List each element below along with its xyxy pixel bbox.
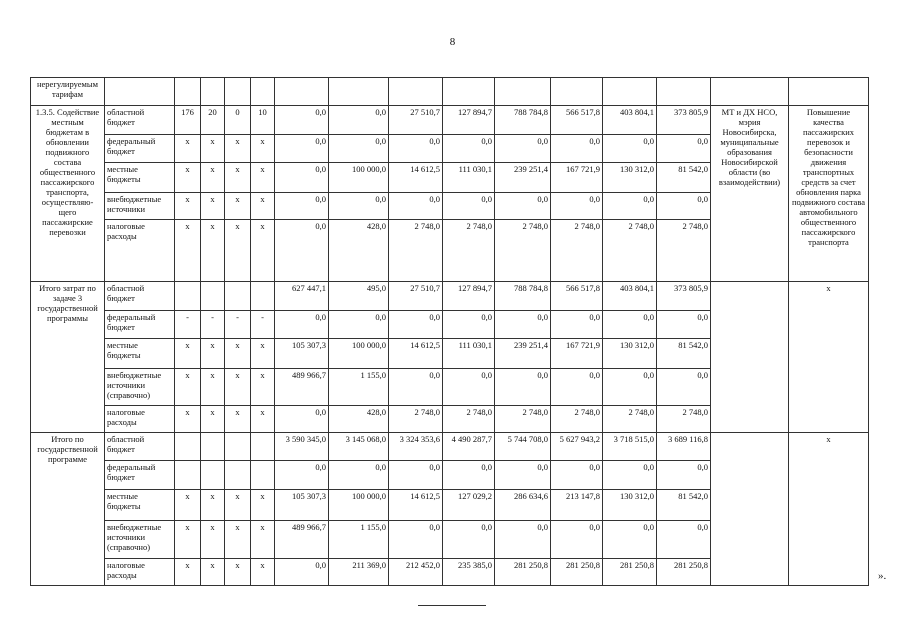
indicator-cell [225, 433, 251, 461]
amount-cell: 27 510,7 [389, 282, 443, 311]
indicator-cell: x [201, 490, 225, 521]
indicator-cell: x [201, 369, 225, 406]
indicator-cell: x [251, 193, 275, 220]
funding-source: налоговые расходы [105, 406, 175, 433]
amount-cell: 0,0 [275, 406, 329, 433]
indicator-cell: x [175, 135, 201, 163]
amount-cell: 1 155,0 [329, 369, 389, 406]
amount-cell: 0,0 [495, 369, 551, 406]
indicator-cell: x [175, 490, 201, 521]
indicator-cell: x [175, 220, 201, 282]
expected-result: Повышение качества пассажирских перевозок и безопасности движения транспортных средств за счет обновления парка подвижного состава автомобильного общественного пассажирского транспорта [789, 106, 869, 282]
indicator-cell: x [251, 339, 275, 369]
page-number: 8 [449, 36, 456, 48]
indicator-cell: - [201, 311, 225, 339]
indicator-cell: x [201, 220, 225, 282]
amount-cell: 0,0 [275, 220, 329, 282]
indicator-cell: x [225, 220, 251, 282]
indicator-cell: x [175, 193, 201, 220]
amount-cell: 0,0 [657, 193, 711, 220]
amount-cell: 2 748,0 [443, 406, 495, 433]
indicator-cell: 176 [175, 106, 201, 135]
amount-cell: 403 804,1 [603, 106, 657, 135]
task-name: Итого по государственной программе [31, 433, 105, 586]
indicator-cell: x [225, 406, 251, 433]
amount-cell: 281 250,8 [603, 559, 657, 586]
amount-cell: 1 155,0 [329, 521, 389, 559]
indicator-cell: x [251, 490, 275, 521]
amount-cell: 0,0 [657, 521, 711, 559]
indicator-cell: x [175, 163, 201, 193]
amount-cell: 788 784,8 [495, 106, 551, 135]
amount-cell: 0,0 [603, 193, 657, 220]
amount-cell: 0,0 [275, 106, 329, 135]
amount-cell: 239 251,4 [495, 163, 551, 193]
budget-table [30, 77, 869, 586]
indicator-cell [225, 282, 251, 311]
amount-cell: 130 312,0 [603, 339, 657, 369]
amount-cell: 0,0 [389, 135, 443, 163]
indicator-cell [251, 282, 275, 311]
amount-cell: 0,0 [329, 311, 389, 339]
amount-cell: 281 250,8 [551, 559, 603, 586]
amount-cell: 127 894,7 [443, 282, 495, 311]
indicator-cell: 20 [201, 106, 225, 135]
executor [711, 433, 789, 586]
amount-cell: 105 307,3 [275, 339, 329, 369]
amount-cell: 0,0 [275, 559, 329, 586]
amount-cell: 0,0 [443, 311, 495, 339]
amount-cell: 2 748,0 [443, 220, 495, 282]
amount-cell: 0,0 [495, 521, 551, 559]
executor: МТ и ДХ НСО, мэрия Новосибирска, муниципальные образования Новосибирской области (во взаимодействии) [711, 106, 789, 282]
indicator-cell: x [251, 521, 275, 559]
indicator-cell: x [225, 369, 251, 406]
amount-cell: 5 744 708,0 [495, 433, 551, 461]
amount-cell: 0,0 [657, 461, 711, 490]
amount-cell: 2 748,0 [603, 406, 657, 433]
amount-cell: 2 748,0 [551, 220, 603, 282]
amount-cell: 0,0 [603, 135, 657, 163]
indicator-cell: x [201, 406, 225, 433]
amount-cell: 3 590 345,0 [275, 433, 329, 461]
amount-cell: 373 805,9 [657, 106, 711, 135]
amount-cell: 0,0 [657, 135, 711, 163]
amount-cell: 14 612,5 [389, 490, 443, 521]
amount-cell: 127 894,7 [443, 106, 495, 135]
amount-cell: 3 689 116,8 [657, 433, 711, 461]
amount-cell: 428,0 [329, 406, 389, 433]
amount-cell: 213 147,8 [551, 490, 603, 521]
indicator-cell: x [251, 163, 275, 193]
indicator-cell: x [175, 406, 201, 433]
funding-source: внебюджетные источники [105, 193, 175, 220]
funding-source: областной бюджет [105, 282, 175, 311]
amount-cell: 130 312,0 [603, 490, 657, 521]
amount-cell: 3 145 068,0 [329, 433, 389, 461]
amount-cell: 0,0 [443, 193, 495, 220]
amount-cell: 0,0 [603, 311, 657, 339]
amount-cell: 0,0 [657, 311, 711, 339]
indicator-cell [201, 461, 225, 490]
amount-cell: 211 369,0 [329, 559, 389, 586]
indicator-cell: - [251, 311, 275, 339]
funding-source: федеральный бюджет [105, 311, 175, 339]
indicator-cell: x [225, 193, 251, 220]
amount-cell: 2 748,0 [389, 406, 443, 433]
amount-cell: 0,0 [551, 461, 603, 490]
amount-cell: 167 721,9 [551, 339, 603, 369]
amount-cell: 0,0 [603, 521, 657, 559]
indicator-cell: x [175, 559, 201, 586]
indicator-cell [225, 461, 251, 490]
indicator-cell: x [251, 369, 275, 406]
amount-cell: 0,0 [495, 311, 551, 339]
amount-cell: 0,0 [275, 311, 329, 339]
indicator-cell: x [175, 369, 201, 406]
amount-cell: 403 804,1 [603, 282, 657, 311]
amount-cell: 3 324 353,6 [389, 433, 443, 461]
amount-cell: 235 385,0 [443, 559, 495, 586]
indicator-cell: - [175, 311, 201, 339]
amount-cell: 14 612,5 [389, 163, 443, 193]
indicator-cell: x [225, 135, 251, 163]
amount-cell: 100 000,0 [329, 163, 389, 193]
indicator-cell [251, 461, 275, 490]
amount-cell: 212 452,0 [389, 559, 443, 586]
executor [711, 282, 789, 433]
amount-cell: 239 251,4 [495, 339, 551, 369]
amount-cell: 566 517,8 [551, 282, 603, 311]
amount-cell: 0,0 [551, 311, 603, 339]
indicator-cell: x [201, 559, 225, 586]
indicator-cell: x [251, 559, 275, 586]
indicator-cell: x [201, 339, 225, 369]
indicator-cell: 0 [225, 106, 251, 135]
funding-source: местные бюджеты [105, 163, 175, 193]
amount-cell: 0,0 [495, 135, 551, 163]
indicator-cell: x [251, 135, 275, 163]
indicator-cell: x [225, 521, 251, 559]
amount-cell: 0,0 [329, 135, 389, 163]
task-name: Итого затрат по задаче 3 государственной программы [31, 282, 105, 433]
amount-cell: 373 805,9 [657, 282, 711, 311]
amount-cell: 0,0 [275, 163, 329, 193]
indicator-cell: - [225, 311, 251, 339]
amount-cell: 627 447,1 [275, 282, 329, 311]
indicator-cell: x [201, 163, 225, 193]
row-label: нерегулируемым тарифам [31, 78, 105, 106]
indicator-cell: x [201, 521, 225, 559]
amount-cell: 4 490 287,7 [443, 433, 495, 461]
amount-cell: 788 784,8 [495, 282, 551, 311]
indicator-cell: x [201, 193, 225, 220]
indicator-cell [175, 282, 201, 311]
amount-cell: 489 966,7 [275, 369, 329, 406]
amount-cell: 81 542,0 [657, 490, 711, 521]
amount-cell: 2 748,0 [389, 220, 443, 282]
amount-cell: 0,0 [495, 193, 551, 220]
amount-cell: 0,0 [443, 461, 495, 490]
amount-cell: 100 000,0 [329, 490, 389, 521]
indicator-cell: x [225, 163, 251, 193]
amount-cell: 0,0 [551, 521, 603, 559]
amount-cell: 0,0 [275, 461, 329, 490]
indicator-cell: 10 [251, 106, 275, 135]
amount-cell: 167 721,9 [551, 163, 603, 193]
funding-source: налоговые расходы [105, 559, 175, 586]
indicator-cell [201, 433, 225, 461]
amount-cell: 0,0 [389, 521, 443, 559]
amount-cell: 81 542,0 [657, 163, 711, 193]
amount-cell: 2 748,0 [551, 406, 603, 433]
table-row [31, 106, 869, 135]
indicator-cell [201, 282, 225, 311]
table-row [31, 433, 869, 461]
indicator-cell: x [251, 406, 275, 433]
table-row [31, 282, 869, 311]
expected-result: x [789, 282, 869, 433]
indicator-cell [251, 433, 275, 461]
amount-cell: 281 250,8 [495, 559, 551, 586]
amount-cell: 0,0 [389, 311, 443, 339]
amount-cell: 5 627 943,2 [551, 433, 603, 461]
indicator-cell: x [225, 559, 251, 586]
funding-source: местные бюджеты [105, 339, 175, 369]
closing-quote: ». [878, 570, 887, 582]
amount-cell: 0,0 [657, 369, 711, 406]
amount-cell: 111 030,1 [443, 339, 495, 369]
amount-cell: 0,0 [443, 369, 495, 406]
amount-cell: 0,0 [329, 461, 389, 490]
amount-cell: 2 748,0 [657, 220, 711, 282]
table-row [31, 78, 869, 106]
amount-cell: 2 748,0 [495, 220, 551, 282]
funding-source: областной бюджет [105, 433, 175, 461]
amount-cell: 0,0 [551, 369, 603, 406]
amount-cell: 0,0 [389, 193, 443, 220]
amount-cell: 281 250,8 [657, 559, 711, 586]
amount-cell: 0,0 [389, 461, 443, 490]
amount-cell: 566 517,8 [551, 106, 603, 135]
amount-cell: 100 000,0 [329, 339, 389, 369]
amount-cell: 105 307,3 [275, 490, 329, 521]
amount-cell: 0,0 [603, 461, 657, 490]
amount-cell: 2 748,0 [495, 406, 551, 433]
amount-cell: 489 966,7 [275, 521, 329, 559]
funding-source: налоговые расходы [105, 220, 175, 282]
amount-cell: 0,0 [329, 106, 389, 135]
amount-cell: 2 748,0 [657, 406, 711, 433]
footer-divider [418, 605, 486, 606]
amount-cell: 127 029,2 [443, 490, 495, 521]
amount-cell: 0,0 [275, 193, 329, 220]
amount-cell: 0,0 [275, 135, 329, 163]
indicator-cell: x [201, 135, 225, 163]
amount-cell: 495,0 [329, 282, 389, 311]
amount-cell: 286 634,6 [495, 490, 551, 521]
amount-cell: 0,0 [443, 135, 495, 163]
funding-source: местные бюджеты [105, 490, 175, 521]
amount-cell: 0,0 [551, 135, 603, 163]
amount-cell: 3 718 515,0 [603, 433, 657, 461]
amount-cell: 0,0 [443, 521, 495, 559]
amount-cell: 14 612,5 [389, 339, 443, 369]
indicator-cell [175, 433, 201, 461]
amount-cell: 0,0 [329, 193, 389, 220]
amount-cell: 0,0 [389, 369, 443, 406]
amount-cell: 428,0 [329, 220, 389, 282]
amount-cell: 111 030,1 [443, 163, 495, 193]
amount-cell: 0,0 [495, 461, 551, 490]
amount-cell: 2 748,0 [603, 220, 657, 282]
funding-source: федеральный бюджет [105, 461, 175, 490]
task-name: 1.3.5. Содействие местным бюджетам в обновлении подвижного состава общественного пассажирского транспорта, осуществляю-щего пассажирские перевозки [31, 106, 105, 282]
amount-cell: 81 542,0 [657, 339, 711, 369]
indicator-cell: x [251, 220, 275, 282]
funding-source: внебюджетные источники (справочно) [105, 369, 175, 406]
indicator-cell: x [175, 521, 201, 559]
indicator-cell [175, 461, 201, 490]
expected-result: x [789, 433, 869, 586]
amount-cell: 130 312,0 [603, 163, 657, 193]
funding-source: внебюджетные источники (справочно) [105, 521, 175, 559]
amount-cell: 27 510,7 [389, 106, 443, 135]
funding-source: федеральный бюджет [105, 135, 175, 163]
indicator-cell: x [225, 339, 251, 369]
amount-cell: 0,0 [603, 369, 657, 406]
indicator-cell: x [225, 490, 251, 521]
indicator-cell: x [175, 339, 201, 369]
funding-source: областной бюджет [105, 106, 175, 135]
amount-cell: 0,0 [551, 193, 603, 220]
